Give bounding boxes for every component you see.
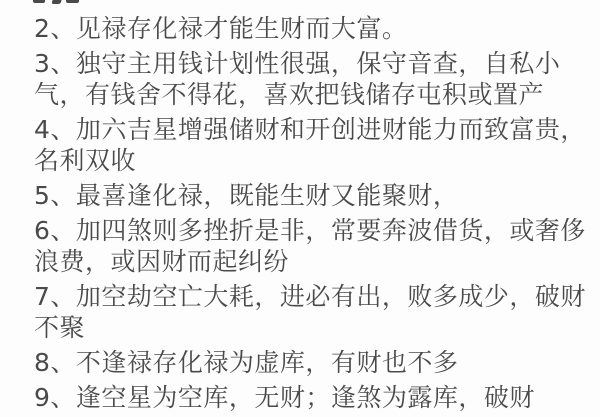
clipped-stroke xyxy=(33,0,45,3)
clipped-line-fragment xyxy=(0,0,600,5)
text-line: 6、加四煞则多挫折是非，常要奔波借货，或奢侈 xyxy=(34,216,586,245)
text-line: 气，有钱舍不得花，喜欢把钱储存屯积或置产 xyxy=(34,80,545,109)
list-item-8 xyxy=(34,347,594,378)
text-line: 9、逢空星为空库，无财；逢煞为露库，破财 xyxy=(34,383,535,412)
text-line: 4、加六吉星增强储财和开创进财能力而致富贵， xyxy=(34,115,586,144)
text-line: 2、见禄存化禄才能生财而大富。 xyxy=(34,14,408,43)
list-item-3 xyxy=(34,48,594,110)
list-item-4 xyxy=(34,114,594,176)
text-line: 7、加空劫空亡大耗，进必有出，败多成少，破财 xyxy=(34,282,586,311)
clipped-stroke xyxy=(66,0,79,3)
list-item-2 xyxy=(34,13,594,44)
text-line: 5、最喜逢化禄，既能生财又能聚财， xyxy=(34,181,459,210)
list-item-6 xyxy=(34,215,594,277)
list-item-5 xyxy=(34,180,594,211)
list-item-7 xyxy=(34,281,594,343)
text-line: 不聚 xyxy=(34,313,86,342)
text-line: 浪费，或因财而起纠纷 xyxy=(34,247,290,276)
list-item-9 xyxy=(34,382,594,413)
text-document xyxy=(34,13,594,417)
text-line: 8、不逢禄存化禄为虚库，有财也不多 xyxy=(34,348,459,377)
text-line: 名利双收 xyxy=(34,146,137,175)
text-line: 3、独守主用钱计划性很强，保守音查，自私小 xyxy=(34,49,561,78)
clipped-stroke xyxy=(51,0,61,4)
